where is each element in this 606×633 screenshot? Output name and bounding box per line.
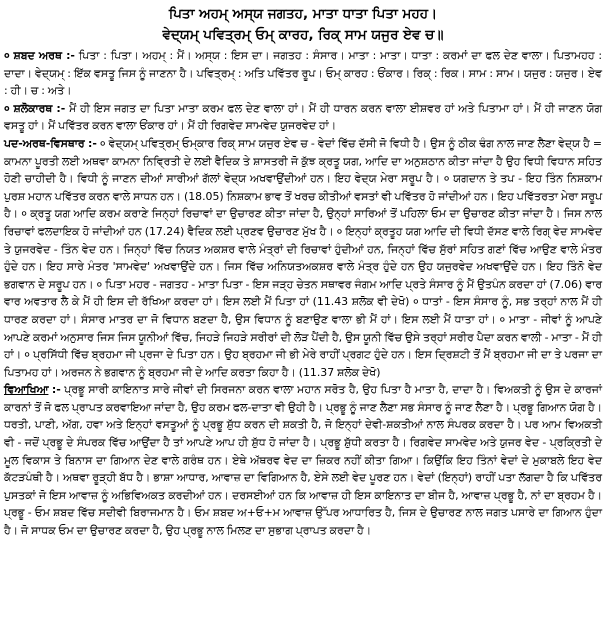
vyakhya-text: ਪ੍ਰਭੂ ਸਾਰੀ ਕਾਇਨਾਤ ਸਾਰੇ ਜੀਵਾਂ ਦੀ ਸਿਰਜਨਾ ਕਰਨ ਵਾਲਾ ਮਹਾਨ ਸਰੋਤ ਹੈ, ਉਹ ਪਿਤਾ ਹੈ ਮਾਤਾ ਹੈ, ਦਾਦਾ ਹੈ। ਵਿਅਕਤੀ ਨੂੰ ਉਸ ਦੇ ਕਾਰਜਾਂ ਕਾਰਨਾਂ ਤੋਂ ਜੋ ਫਲ ਪ੍ਰਾਪਤ ਕਰਵਾਇਆ ਜਾਂਦਾ ਹੈ, ਉਹ ਕਰਮ ਫਲ-ਦਾਤਾ ਵੀ ਉਹੀ ਹੈ। ਪ੍ਰਭੂ ਨੂੰ ਜਾਣ ਲੈਣਾ ਸਭ ਸੰਸਾਰ ਨੂੰ ਜਾਣ ਲੈਣਾ ਹੈ। ਪ੍ਰਭੂ ਗਿਆਨ ਯੋਗ ਹੈ। ਧਰਤੀ, ਪਾਣੀ, ਅੱਗ, ਹਵਾ ਅਤੇ ਇਨ੍ਹਾਂ ਵਸਤੂਆਂ ਨੂੰ ਪ੍ਰਭੂ ਸ਼ੁੱਧ ਕਰਨ ਦੀ ਸ਼ਕਤੀ ਹੈ, ਜੋ ਇਨ੍ਹਾਂ ਦੇਵੀ-ਸ਼ਕਤੀਆਂ ਨਾਲ ਸੰਪਰਕ ਕਰਦਾ ਹੈ। ਪਰ ਆਮ ਵਿਅਕਤੀ ਵੀ - ਜਦੋਂ ਪ੍ਰਭੂ ਦੇ ਸੰਪਰਕ ਵਿੱਚ ਆਉਂਦਾ ਹੈ ਤਾਂ ਆਪਣੇ ਆਪ ਹੀ ਸ਼ੁੱਧ ਹੋ ਜਾਂਦਾ ਹੈ। ਪ੍ਰਭੂ ਸ਼ੁੱਧੀ ਕਰਤਾ ਹੈ। ਰਿਗਵੇਦ ਸਾਮਵੇਦ ਅਤੇ ਯੁਜਰ ਵੇਦ - ਪ੍ਰਕ੍ਰਿਤੀ ਦੇ ਮੂਲ ਵਿਕਾਸ ਤੇ ਬਿਨਾਸ ਦਾ ਗਿਆਨ ਦੇਣ ਵਾਲੇ ਗਰੰਥ ਹਨ। ਏਥੇ ਅੱਥਰਵ ਵੇਦ ਦਾ ਜ਼ਿਕਰ ਨਹੀਂ ਕੀਤਾ ਗਿਆ। ਕਿਉਂਕਿ ਇਹ ਤਿੰਨਾਂ ਵੇਦਾਂ ਦੇ ਮੁਕਾਬਲੇ ਇਹ ਵੇਦ ਕੱਟੜਪੰਥੀ ਹੈ। ਅਥਵਾ ਰੂੜ੍ਹੀ ਬੱਧ ਹੈ। ਭਾਸ਼ਾ ਆਧਾਰ, ਆਵਾਜ਼ ਦਾ ਵਿਗਿਆਨ ਹੈ, ਏਸੇ ਲਈ ਵੇਦ ਪੂਰਣ ਹਨ। ਵੇਦਾਂ (ਇਨ੍ਹਾਂ) ਰਾਹੀਂ ਪਤਾ ਲੱਗਦਾ ਹੈ ਕਿ ਪਵਿੱਤਰ ਪੁਸਤਕਾਂ ਜੋ ਇਸ ਆਵਾਜ਼ ਨੂੰ ਅਭਿਵਿਅਕਤ ਕਰਦੀਆਂ ਹਨ। ਦਰਸਈਆਂ ਹਨ ਕਿ ਆਵਾਜ਼ ਹੀ ਇਸ ਕਾਇਨਾਤ ਦਾ ਬੀਜ ਹੈ, ਆਵਾਜ਼ ਪ੍ਰਭੂ ਹੈ, ਨਾਂ ਦਾ ਬ੍ਰਹਮ ਹੈ। ਪ੍ਰਭੂ - ਓਮ ਸ਼ਬਦ ਵਿੱਚ ਸਦੀਵੀ ਬਿਰਾਜਮਾਨ ਹੈ। ਓਮ ਸ਼ਬਦ ਅ+ਓ+ਮ ਆਵਾਜ਼ ਉੱਪਰ ਆਧਾਰਿਤ ਹੈ, ਜਿਸ ਦੇ ਉਚਾਰਣ ਨਾਲ ਜਗਤ ਪਸਾਰੇ ਦਾ ਗਿਆਨ ਹੁੰਦਾ ਹੈ। ਜੋ ਸਾਧਕ ਓਮ ਦਾ ਉਚਾਰਣ ਕਰਦਾ ਹੈ, ਉਹ ਪ੍ਰਭੂ ਨਾਲ ਮਿਲਣ ਦਾ ਸੁਭਾਗ ਪ੍ਰਾਪਤ ਕਰਦਾ ਹੈ। bbox=[4, 383, 603, 538]
verse-line-1: ਪਿਤਾ ਅਹਮ੍ ਅਸ੍ਯ ਜਗਤਹ, ਮਾਤਾ ਧਾਤਾ ਪਿਤਾ ਮਹਹ। bbox=[168, 6, 438, 22]
shabad-arth-text: ਪਿਤਾ : ਪਿਤਾ। ਅਹਮ੍ : ਮੈਂ। ਅਸ੍ਯ : ਇਸ ਦਾ। ਜਗਤਹ : ਸੰਸਾਰ। ਮਾਤਾ : ਮਾਤਾ। ਧਾਤਾ : ਕਰਮਾਂ ਦਾ ਫਲ ਦੇਣ ਵਾਲਾ। ਪਿਤਾਮਹਹ : ਦਾਦਾ। ਵੇਦ੍ਯਮ੍ : ਇੱਕ ਵਸਤੂ ਜਿਸ ਨੂੰ ਜਾਣਨਾ ਹੈ। ਪਵਿਤ੍ਰਮ੍ : ਅਤਿ ਪਵਿੱਤਰ ਰੂਪ। ਓਮ੍ ਕਾਰਹ : ਓਂਕਾਰ। ਰਿਕ੍ : ਰਿਕ। ਸਾਮ : ਸਾਮ। ਯਜੁਰ : ਯਜੁਰ। ਏਵ : ਹੀ। ਚ : ਅਤੇ। bbox=[4, 49, 602, 98]
bullet-marker: ० bbox=[4, 101, 10, 115]
shabad-arth-heading: ਸ਼ਬਦ ਅਰਥ :- bbox=[13, 49, 75, 62]
shlokarth-text: ਮੈਂ ਹੀ ਇਸ ਜਗਤ ਦਾ ਪਿਤਾ ਮਾਤਾ ਕਰਮ ਫਲ ਦੇਣ ਵਾਲਾ ਹਾਂ। ਮੈਂ ਹੀ ਧਾਰਨ ਕਰਨ ਵਾਲਾ ਈਸ਼ਵਰ ਹਾਂ ਅਤੇ ਪਿਤਾਮਾ ਹਾਂ। ਮੈਂ ਹੀ ਜਾਣਨ ਯੋਗ ਵਸਤੂ ਹਾਂ। ਮੈਂ ਪਵਿੱਤਰ ਕਰਨ ਵਾਲਾ ਓਂਕਾਰ ਹਾਂ। ਮੈਂ ਹੀ ਰਿਗਵੇਦ ਸਾਮਵੇਦ ਯੁਜਰਵੇਦ ਹਾਂ। bbox=[4, 101, 603, 133]
vyakhya-heading: ਵਿਆਖਿਆ bbox=[4, 383, 49, 397]
pad-arth-paragraph bbox=[4, 135, 602, 381]
shabad-arth-paragraph bbox=[4, 47, 602, 100]
pad-arth-text: ० ਵੇਦ੍ਯਮ੍ ਪਵਿਤ੍ਰਮ੍ ਓਮ੍ਕਾਰ ਰਿਕ੍ ਸਾਮ ਯਜੁਰ ਏਵ ਚ - ਵੇਦਾਂ ਵਿੱਚ ਦੱਸੀ ਜੋ ਵਿਧੀ ਹੈ। ਉਸ ਨੂੰ ਠੀਕ ਢੰਗ ਨਾਲ ਜਾਣ ਲੈਣਾ ਵੇਦ੍ਯ ਹੈ = ਕਾਮਨਾ ਪੂਰਤੀ ਲਈ ਅਥਵਾ ਕਾਮਨਾ ਨਿਵ੍ਰਿਤੀ ਦੇ ਲਈ ਵੈਦਿਕ ਤੇ ਸ਼ਾਸਤਰੀ ਜੋ ਕੁੱਝ ਕ੍ਰਤੂ ਯਗ, ਆਦਿ ਦਾ ਅਨੁਸ਼ਠਾਨ ਕੀਤਾ ਜਾਂਦਾ ਹੈ ਉਹ ਵਿਧੀ ਵਿਧਾਨ ਸਹਿਤ ਹੋਣੀ ਚਾਹੀਦੀ ਹੈ। ਵਿਧੀ ਨੂੰ ਜਾਣਨ ਦੀਆਂ ਸਾਰੀਆਂ ਗੱਲਾਂ ਵੇਦ੍ਯ ਅਖਵਾਉਂਦੀਆਂ ਹਨ। ਇਹ ਵੇਦ੍ਯ ਮੇਰਾ ਸਰੂਪ ਹੈ। ० ਯਗਦਾਨ ਤੇ ਤਪ - ਇਹ ਤਿੰਨ ਨਿਸ਼ਕਾਮ ਪੁਰਸ਼ ਮਹਾਨ ਪਵਿੱਤਰ ਕਰਨ ਵਾਲੇ ਸਾਧਨ ਹਨ। (18.05) ਨਿਸ਼ਕਾਮ ਭਾਵ ਤੋਂ ਖਰਚ ਕੀਤੀਆਂ ਵਸਤਾਂ ਵੀ ਪਵਿੱਤਰ ਹੋ ਜਾਂਦੀਆਂ ਹਨ। ਇਹ ਪਵਿੱਤਰਤਾ ਮੇਰਾ ਸਰੂਪ ਹੈ। ० ਕ੍ਰਤੂ ਯਗ ਆਦਿ ਕਰਮ ਕਰਾਣੇ ਜਿਨ੍ਹਾਂ ਰਿਚਾਵਾਂ ਦਾ ਉਚਾਰਣ ਕੀਤਾ ਜਾਂਦਾ ਹੈ, ਉਨ੍ਹਾਂ ਸਾਰਿਆਂ ਤੋਂ ਪਹਿਲਾ ਓਮ ਦਾ ਉਚਾਰਣ ਕੀਤਾ ਜਾਂਦਾ ਹੈ। ਜਿਸ ਨਾਲ ਰਿਚਾਵਾਂ ਫਲਦਾਇਕ ਹੋ ਜਾਂਦੀਆਂ ਹਨ (17.24) ਵੈਦਿਕ ਲਈ ਪ੍ਰਣਵ ਉਚਾਰਣ ਮੁੱਖ ਹੈ। ० ਇਨ੍ਹਾਂ ਕ੍ਰਤੂਹ ਯਗ ਆਦਿ ਦੀ ਵਿਧੀ ਦੱਸਣ ਵਾਲੇ ਰਿਗ੍ ਵੇਦ ਸਾਮਵੇਦ ਤੇ ਯੁਜਰਵੇਦ - ਤਿੰਨ ਵੇਦ ਹਨ। ਜਿਨ੍ਹਾਂ ਵਿੱਚ ਨਿਯਤ ਅਕਸ਼ਰ ਵਾਲੇ ਮੰਤ੍ਰਾਂ ਦੀ ਰਿਚਾਵਾਂ ਹੁੰਦੀਆਂ ਹਨ, ਜਿਨ੍ਹਾਂ ਵਿੱਚ ਸੁੱਰਾਂ ਸਹਿਤ ਗਣਾਂ ਵਿੱਚ ਆਉਣ ਵਾਲੇ ਮੰਤਰ ਹੁੰਦੇ ਹਨ। ਇਹ ਸਾਰੇ ਮੰਤਰ 'ਸਾਮਵੇਦ' ਅਖਵਾਉਂਦੇ ਹਨ। ਜਿਸ ਵਿੱਚ ਅਨਿਯਤਅਕਸ਼ਰ ਵਾਲੇ ਮੰਤ੍ਰ ਹੁੰਦੇ ਹਨ ਉਹ ਯਜੁਰਵੇਦ ਅਖਵਾਉਂਦੇ ਹਨ। ਇਹ ਤਿੰਨੋ ਵੇਦ ਭਗਵਾਨ ਦੇ ਸਰੂਪ ਹਨ। ० ਪਿਤਾ ਮਹਰ - ਜਗਤਹ - ਮਾਤਾ ਪਿਤਾ - ਇਸ ਜੜ੍ਹ ਚੇਤਨ ਸਥਾਵਰ ਜੰਗਮ ਆਦਿ ਪ੍ਰਤੇ ਸੰਸਾਰ ਨੂੰ ਮੈਂ ਉਤਪੰਨ ਕਰਦਾ ਹਾਂ (7.06) ਵਾਰ ਵਾਰ ਅਵਤਾਰ ਲੈ ਕੇ ਮੈਂ ਹੀ ਇਸ ਦੀ ਰੱਖਿਆ ਕਰਦਾ ਹਾਂ। ਇਸ ਲਈ ਮੈਂ ਪਿਤਾ ਹਾਂ (11.43 ਸ਼ਲੋਕ ਵੀ ਦੇਖੋ) ० ਧਾਤਾਂ - ਇਸ ਸੰਸਾਰ ਨੂੰ, ਸਭ ਤਰ੍ਹਾਂ ਨਾਲ ਮੈਂ ਹੀ ਧਾਰਣ ਕਰਦਾ ਹਾਂ। ਸੰਸਾਰ ਮਾਤਰ ਦਾ ਜੋ ਵਿਧਾਨ ਬਣਦਾ ਹੈ, ਉਸ ਵਿਧਾਨ ਨੂੰ ਬਣਾਉਣ ਵਾਲਾ ਭੀ ਮੈਂ ਹਾਂ। ਇਸ ਲਈ ਮੈਂ ਧਾਤਾ ਹਾਂ। ० ਮਾਤਾ - ਜੀਵਾਂ ਨੂੰ ਆਪਣੇ ਆਪਣੇ ਕਰਮਾਂ ਅਨੁਸਾਰ ਜਿਸ ਜਿਸ ਯੂਨੀਆਂ ਵਿੱਚ, ਜਿਹੜੇ ਜਿਹੜੇ ਸਰੀਰਾਂ ਦੀ ਲੋੜ ਪੈਂਦੀ ਹੈ, ਉਸ ਯੂਨੀ ਵਿੱਚ ਉਸੇ ਤਰ੍ਹਾਂ ਸਰੀਰ ਪੈਦਾ ਕਰਨ ਵਾਲੀ - ਮਾਤਾ - ਮੈਂ ਹੀ ਹਾਂ। ० ਪ੍ਰਸਿੱਧੀ ਵਿੱਚ ਬ੍ਰਹਮਾ ਜੀ ਪ੍ਰਜਾ ਦੇ ਪਿਤਾ ਹਨ। ਉਹ ਬ੍ਰਹਮਾ ਜੀ ਭੀ ਮੇਰੇ ਰਾਹੀਂ ਪ੍ਰਗਟ ਹੁੰਦੇ ਹਨ। ਇਸ ਦ੍ਰਿਸ਼ਟੀ ਤੋਂ ਮੈਂ ਬ੍ਰਹਮਾ ਜੀ ਦਾ ਤੇ ਪਰਜਾ ਦਾ ਪਿਤਾਮਹ ਹਾਂ। ਅਰਜਨ ਨੇ ਭਗਵਾਨ ਨੂੰ ਬ੍ਰਹਮਾ ਜੀ ਦੇ ਆਦਿ ਕਰਤਾ ਕਿਹਾ ਹੈ। (11.37 ਸ਼ਲੋਕ ਦੇਖੋ) bbox=[4, 136, 603, 379]
shlokarth-heading: ਸ਼ਲੋਕਾਰਥ :- bbox=[13, 101, 66, 115]
verse-line-2: ਵੇਦ੍ਯਮ੍ ਪਵਿਤ੍ਰਮ੍ ਓਮ੍ ਕਾਰਹ, ਰਿਕ੍ ਸਾਮ ਯਜੁਰ ਏਵ ਚ॥ bbox=[162, 27, 444, 43]
vyakhya-marker: :- bbox=[51, 383, 61, 397]
bullet-marker: ० bbox=[4, 49, 10, 62]
vyakhya-paragraph bbox=[4, 381, 602, 539]
shlokarth-paragraph bbox=[4, 100, 602, 135]
pad-arth-heading: ਪਦ-ਅਰਥ-ਵਿਸਥਾਰ :- bbox=[4, 136, 97, 150]
